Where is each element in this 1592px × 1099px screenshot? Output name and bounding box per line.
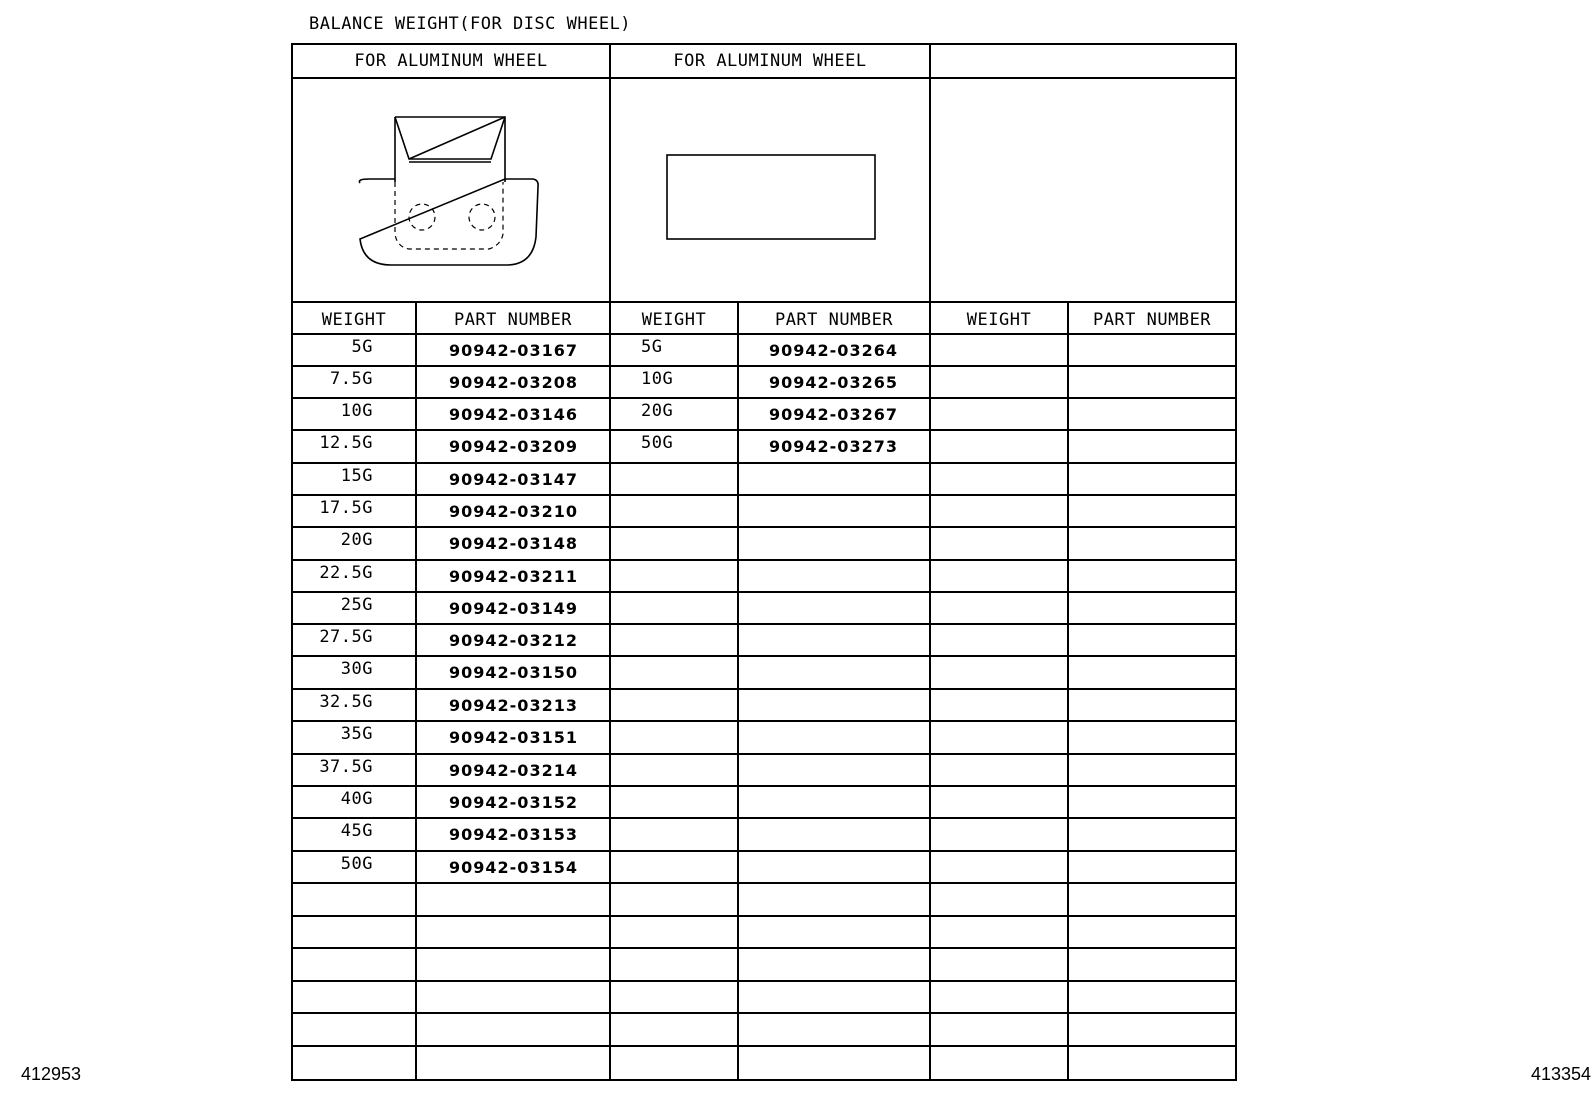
- part-number-cell: 90942-03264: [769, 341, 898, 360]
- table-rule: [291, 301, 1237, 303]
- figure-id-left: 412953: [21, 1064, 82, 1084]
- col-weight-header: WEIGHT: [641, 310, 707, 330]
- weight-cell: 40G: [340, 789, 373, 809]
- table-rule: [291, 1045, 1237, 1047]
- part-number-cell: 90942-03167: [449, 341, 578, 360]
- part-number-cell: 90942-03146: [449, 405, 578, 424]
- weight-cell: 50G: [641, 433, 674, 453]
- part-number-cell: 90942-03147: [449, 470, 578, 489]
- table-rule: [291, 753, 1237, 755]
- part-number-cell: 90942-03212: [449, 631, 578, 650]
- table-rule: [291, 1012, 1237, 1014]
- table-rule: [291, 429, 1237, 431]
- table-rule: [291, 365, 1237, 367]
- table-rule: [291, 623, 1237, 625]
- table-rule: [291, 817, 1237, 819]
- table-rule: [291, 947, 1237, 949]
- weight-cell: 22.5G: [319, 563, 373, 583]
- table-rule: [291, 462, 1237, 464]
- weight-cell: 37.5G: [319, 757, 373, 777]
- part-number-cell: 90942-03151: [449, 728, 578, 747]
- weight-cell: 50G: [340, 854, 373, 874]
- weight-cell: 15G: [340, 466, 373, 486]
- weight-cell: 35G: [340, 724, 373, 744]
- weight-cell: 5G: [351, 337, 373, 357]
- part-number-cell: 90942-03210: [449, 502, 578, 521]
- weight-cell: 17.5G: [319, 498, 373, 518]
- part-number-cell: 90942-03148: [449, 534, 578, 553]
- table-rule: [291, 559, 1237, 561]
- table-rule: [291, 785, 1237, 787]
- part-number-cell: 90942-03208: [449, 373, 578, 392]
- part-number-cell: 90942-03214: [449, 761, 578, 780]
- group-1-header: FOR ALUMINUM WHEEL: [354, 51, 548, 71]
- table-rule: [737, 301, 739, 1081]
- table-rule: [291, 688, 1237, 690]
- weight-cell: 25G: [340, 595, 373, 615]
- adhesive-balance-weight-icon: [611, 79, 929, 301]
- table-rule: [291, 720, 1237, 722]
- weight-cell: 10G: [340, 401, 373, 421]
- col-part-number-header: PART NUMBER: [453, 310, 573, 330]
- weight-cell: 7.5G: [330, 369, 373, 389]
- weight-cell: 5G: [641, 337, 663, 357]
- part-number-cell: 90942-03152: [449, 793, 578, 812]
- weight-cell: 12.5G: [319, 433, 373, 453]
- table-rule: [1067, 301, 1069, 1081]
- col-part-number-header: PART NUMBER: [774, 310, 894, 330]
- page-title: BALANCE WEIGHT(FOR DISC WHEEL): [309, 14, 632, 34]
- part-number-cell: 90942-03153: [449, 825, 578, 844]
- table-rule: [291, 980, 1237, 982]
- table-rule: [291, 850, 1237, 852]
- table-rule: [291, 882, 1237, 884]
- part-number-cell: 90942-03150: [449, 663, 578, 682]
- table-rule: [291, 915, 1237, 917]
- table-rule: [291, 655, 1237, 657]
- col-part-number-header: PART NUMBER: [1092, 310, 1212, 330]
- col-weight-header: WEIGHT: [321, 310, 387, 330]
- table-rule: [291, 333, 1237, 335]
- part-number-cell: 90942-03211: [449, 567, 578, 586]
- weight-cell: 27.5G: [319, 627, 373, 647]
- clip-on-balance-weight-icon: [293, 79, 609, 301]
- weight-cell: 32.5G: [319, 692, 373, 712]
- table-rule: [929, 43, 931, 1081]
- part-number-cell: 90942-03149: [449, 599, 578, 618]
- part-number-cell: 90942-03209: [449, 437, 578, 456]
- weight-cell: 30G: [340, 659, 373, 679]
- part-number-cell: 90942-03154: [449, 858, 578, 877]
- weight-cell: 20G: [641, 401, 674, 421]
- part-number-cell: 90942-03273: [769, 437, 898, 456]
- group-2-header: FOR ALUMINUM WHEEL: [673, 51, 867, 71]
- table-rule: [291, 397, 1237, 399]
- table-rule: [415, 301, 417, 1081]
- weight-cell: 45G: [340, 821, 373, 841]
- col-weight-header: WEIGHT: [966, 310, 1032, 330]
- part-number-cell: 90942-03267: [769, 405, 898, 424]
- weight-cell: 20G: [340, 530, 373, 550]
- table-rule: [291, 526, 1237, 528]
- figure-id-right: 413354: [1531, 1064, 1592, 1084]
- part-number-cell: 90942-03213: [449, 696, 578, 715]
- part-number-cell: 90942-03265: [769, 373, 898, 392]
- weight-cell: 10G: [641, 369, 674, 389]
- table-rule: [291, 591, 1237, 593]
- table-rule: [291, 494, 1237, 496]
